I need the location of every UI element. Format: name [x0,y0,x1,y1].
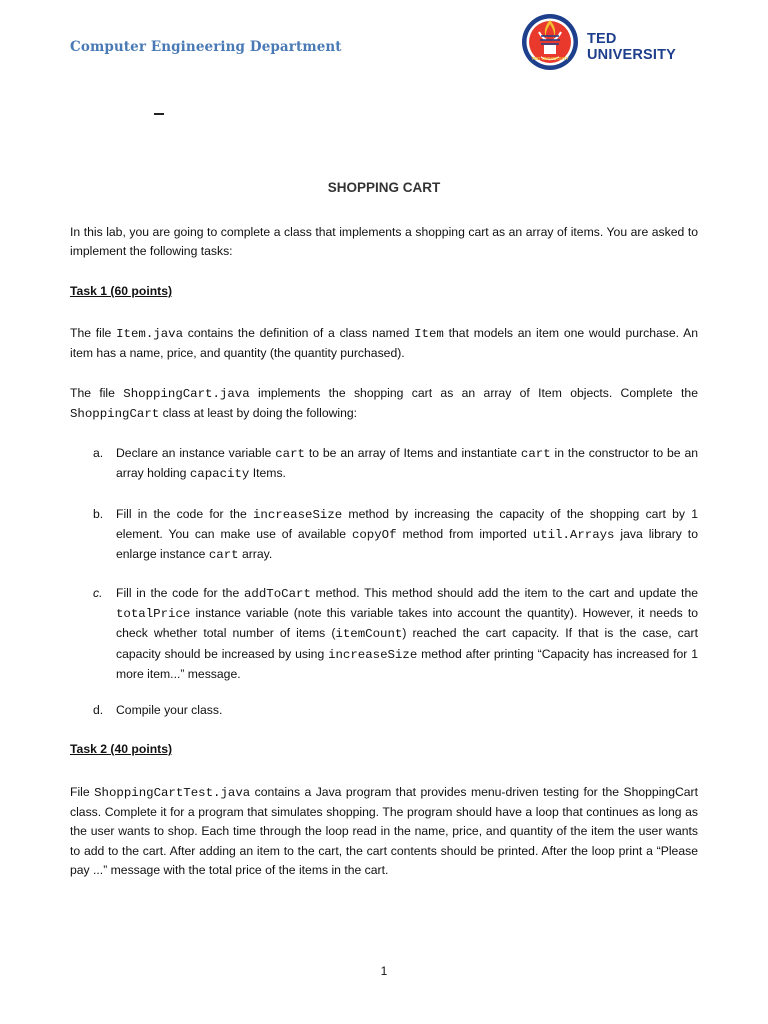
task-1-item-b: b. Fill in the code for the increaseSize method by increasing the capacity of the shopping cart by 1 element. You can make use of available copyOf method from imported util.Arrays java library to enlarge instance cart array. [93,507,698,563]
task-2-heading: Task 2 (40 points) [70,742,173,756]
university-seal-icon [519,12,581,72]
list-marker: d. [93,703,104,717]
task-1-paragraph-1: The file Item.java contains the definition of a class named Item that models an item one would purchase. An item has a name, price, and quantity (the quantity purchased). [70,326,699,361]
task-2-paragraph: File ShoppingCartTest.java contains a Java program that provides menu-driven testing for the ShoppingCart class. Complete it for a program that simulates shopping. The program should have a loop that continues as long as the user wants to shop. Each time through the loop read in the name, price, and quantity of the item the user wants to add to the cart. After adding an item to the cart, the cart contents should be printed. After the loop print a “Please pay ...” message with the total price of the items in the cart. [70,785,699,877]
task-1-item-d: d. Compile your class. [93,701,698,720]
svg-text:TED UNIVERSITY: TED UNIVERSITY [531,56,569,61]
university-name: TED UNIVERSITY [587,31,677,63]
task-1-item-c: c. Fill in the code for the addToCart method. This method should add the item to the cart and update the totalPrice instance variable (note this variable takes into account the quantity). However, it needs to check whether total number of items (itemCount) reached the cart capacity. If that is the case, cart capacity should be increased by using increaseSize method after printing “Capacity has increased for 1 more item...” message. [93,586,699,681]
task-1-item-a: a. Declare an instance variable cart to be an array of Items and instantiate cart in the constructor to be an array holding capacity Items. [93,446,699,482]
task-1-paragraph-2: The file ShoppingCart.java implements the shopping cart as an array of Item objects. Complete the ShoppingCart class at least by doing the following: [70,386,698,422]
task-1-heading: Task 1 (60 points) [70,284,173,298]
heading-dash [154,113,164,115]
list-marker: b. [93,507,104,521]
page-title: SHOPPING CART [327,180,441,195]
list-marker: c. [93,586,103,600]
page-number: 1 [380,964,388,978]
university-logo [519,12,699,72]
intro-paragraph: In this lab, you are going to complete a class that implements a shopping cart as an array of items. You are asked to implement the following tasks: [70,225,698,259]
department-header: Computer Engineering Department [70,39,342,55]
list-marker: a. [93,446,104,460]
